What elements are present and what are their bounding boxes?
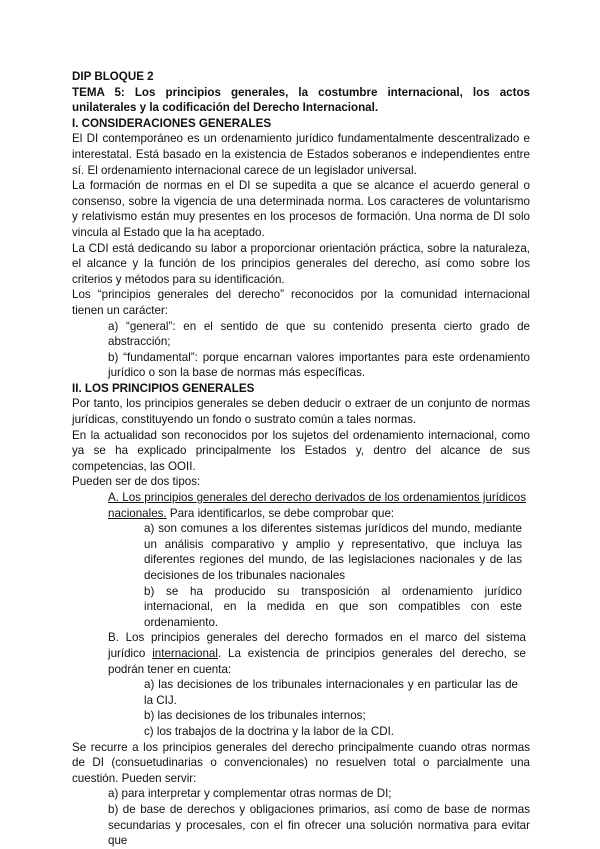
- list-item: b) de base de derechos y obligaciones primarios, así como de base de normas secundarias y procesales, con el fin ofrecer una solución normativa para evitar que: [108, 802, 530, 848]
- paragraph: La CDI está dedicando su labor a proporcionar orientación práctica, sobre la naturaleza, el alcance y la función de los principios generales del derecho, así como sobre los criterios y métodos para su identificación.: [72, 241, 530, 286]
- sub-list-item: a) son comunes a los diferentes sistemas jurídicos del mundo, mediante un análisis comparativo y amplio y representativo, que incluya las diferentes regiones del mundo, de las legislaciones nacionales y de las decisiones de los tribunales nacionales: [144, 522, 522, 582]
- topic-heading: TEMA 5: Los principios generales, la costumbre internacional, los actos unilaterales y la codificación del Derecho Internacional.: [72, 85, 530, 115]
- section-heading-1: I. CONSIDERACIONES GENERALES: [72, 116, 272, 130]
- section-heading-2: II. LOS PRINCIPIOS GENERALES: [72, 381, 255, 395]
- document-body: [72, 69, 530, 849]
- list-item: b) “fundamental”: porque encarnan valores importantes para este ordenamiento jurídico o son la base de normas más específicas.: [108, 350, 530, 380]
- list-item-text: . La existencia de principios generales del derecho, se podrán tener en cuenta:: [108, 646, 526, 676]
- list-item-b: [72, 630, 530, 677]
- sub-list-item: c) los trabajos de la doctrina y la labor de la CDI.: [144, 724, 395, 738]
- underlined-text: internacional: [152, 646, 218, 660]
- paragraph: En la actualidad son reconocidos por los sujetos del ordenamiento internacional, como ya se ha explicado principalmente los Estados y, dentro del alcance de sus competencias, las OOII.: [72, 428, 530, 473]
- document-title: DIP BLOQUE 2: [72, 70, 154, 83]
- list-item-text: Para identificarlos, se debe comprobar que:: [166, 506, 395, 520]
- paragraph: Se recurre a los principios generales del derecho principalmente cuando otras normas de DI (consuetudinarias o convencionales) no resuelven total o parcialmente una cuestión. Pueden servir:: [72, 740, 530, 785]
- list-item-a: [72, 490, 530, 521]
- list-item-text: B. Los principios generales del derecho formados en el marco del sistema jurídico: [108, 631, 526, 660]
- paragraph: La formación de normas en el DI se supedita a que se alcance el acuerdo general o consenso, sobre la vigencia de una determinada norma. Los caracteres de voluntarismo y relativismo están muy presentes en los procesos de formación. Una norma de DI solo vincula al Estado que la ha aceptado.: [72, 179, 530, 239]
- list-item: a) para interpretar y complementar otras normas de DI;: [108, 787, 392, 801]
- sub-list-item: b) las decisiones de los tribunales internos;: [144, 709, 366, 723]
- list-item: a) “general”: en el sentido de que su contenido presenta cierto grado de abstracción;: [108, 319, 530, 349]
- paragraph: Por tanto, los principios generales se deben deducir o extraer de un conjunto de normas jurídicas, constituyendo un fondo o sustrato común a tales normas.: [72, 397, 530, 427]
- sub-list-item: a) las decisiones de los tribunales internacionales y en particular las de la CIJ.: [144, 678, 518, 707]
- paragraph: Pueden ser de dos tipos:: [72, 475, 201, 489]
- paragraph: El DI contemporáneo es un ordenamiento jurídico fundamentalmente descentralizado e interestatal. Está basado en la existencia de Estados soberanos e independientes entre sí. El ordenamiento internacional carece de un legislador universal.: [72, 132, 530, 177]
- sub-list-item: b) se ha producido su transposición al ordenamiento jurídico internacional, en la medida en que son compatibles con este ordenamiento.: [144, 584, 522, 629]
- underlined-text: A. Los principios generales del derecho derivados de los ordenamientos jurídicos nacionales.: [108, 491, 526, 520]
- paragraph: Los “principios generales del derecho” reconocidos por la comunidad internacional tienen un carácter:: [72, 288, 530, 317]
